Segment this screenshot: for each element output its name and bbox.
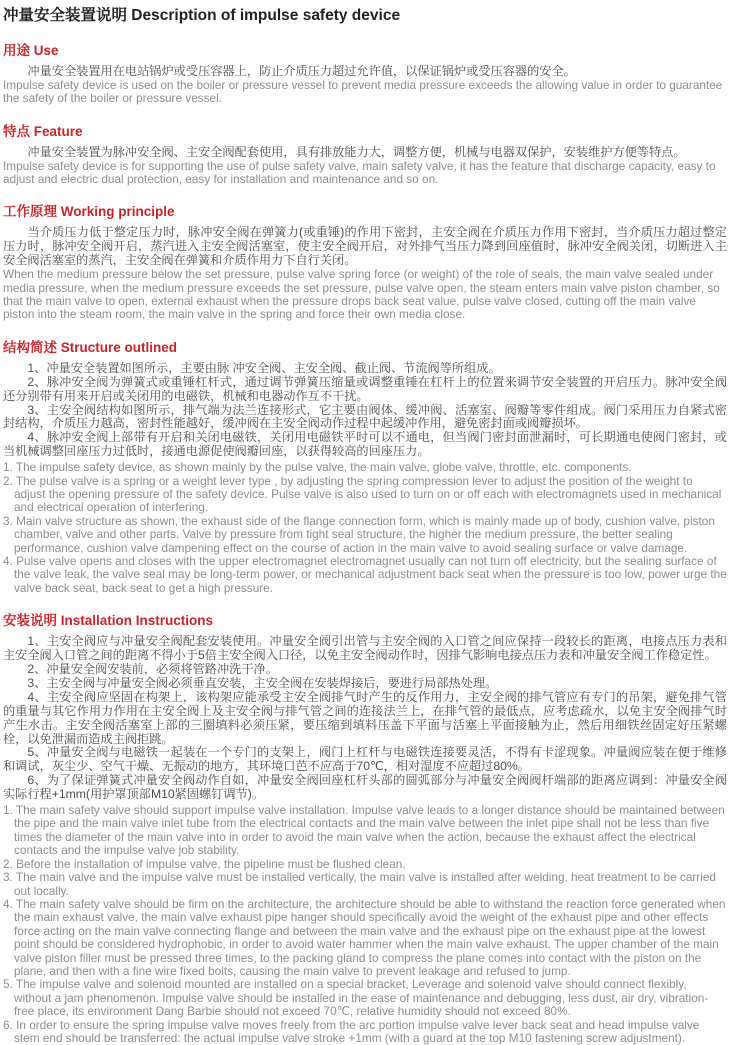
feature-zh-paragraph: 冲量安全装置为脉冲安全阀、主安全阀配套使用，具有排放能力大，调整方便，机械与电器双保护，安装维护方便等特点。 <box>27 144 686 159</box>
installation-zh-item-6: 6、为了保证弹簧式冲量安全阀动作自如，冲量安全阀回座杠杆头部的圆弧部分与冲量安全阀阀杆端部的距离应调到：冲量安全阀实际行程+1mm(用护罩顶部M10紧固螺钉调节)。 <box>3 773 727 802</box>
section-use <box>3 39 727 106</box>
structure-en-item-3: 3. Main valve structure as shown, the exhaust side of the flange connection form, which is mainly made up of body, cushion valve, piston chamber, valve and other parts. Valve by pressure from tight seal structure, the higher the medium pressure, the better sealing performance, cushion valve dampening effect on the course of action in the main valve to avoid sealing surface or valve damage. <box>3 513 715 555</box>
section-structure-heading: 结构简述 Structure outlined <box>3 339 178 355</box>
installation-zh-item-4: 4、主安全阀应坚固在构架上，该构架应能承受主安全阀排气时产生的反作用力，主安全阀的排气管应有专门的吊架，避免排气管的重量与其它作用力作用在主安全阀上及主安全阀与排气管之间的连接法兰上，在排气管的最低点，应考虑疏水，以免主安全阀排气时产生水击。主安全阀活塞室上部的三圈填料必须压紧，要压缩到填料压盖下平面与活塞上平面接触为止，然后用细铁丝固定好压紧螺栓，以免泄漏而造成主阀拒跳。 <box>3 689 727 746</box>
feature-en-paragraph: Impulse safety device is for supporting the use of pulse safety valve, main safety valve, it has the feature that discharge capacity, easy to adjust and electric dual protection, easy for installation and maintenance and so on. <box>3 158 716 187</box>
working-principle-zh-paragraph: 当介质压力低于整定压力时，脉冲安全阀在弹簧力(或重锤)的作用下密封，主安全阀在介质压力作用下密封，当介质压力超过整定压力时，脉冲安全阀开启，蒸汽进入主安全阀活塞室，使主安全阀开启，对外排气当压力降到回座值时，脉冲安全阀关闭，切断进入主安全阀活塞室的蒸汽，主安全阀在弹簧和介质作用力下自行关闭。 <box>3 225 727 268</box>
installation-en-item-5: 5. The impulse valve and solenoid mounted are installed on a special bracket, Leverage and solenoid valve should connect flexibly, without a jam phenomenon. Impulse valve should be installed in the ease of maintenance and debugging, less dust, air dry, vibration-free place, its environment Dang Barbie should not exceed 70℃, relative humidity should not exceed 80%. <box>3 977 709 1019</box>
structure-zh-item-3: 3、主安全阀结构如图所示，排气端为法兰连接形式，它主要由阀体、缓冲阀、活塞室、阀瓣等零件组成。阀门采用压力自紧式密封结构，介质压力越高，密封性能越好，缓冲阀在主安全阀动作过程中起缓冲作用，避免密封面或阀瓣损坏。 <box>3 402 727 431</box>
structure-zh-item-1: 1、冲量安全装置如图所示，主要由脉 冲安全阀、主安全阀、截止阀、节流阀等所组成。 <box>27 360 501 375</box>
structure-zh-item-4: 4、脉冲安全阀上部带有开启和关闭电磁铁，关闭用电磁铁平时可以不通电，但当阀门密封面泄漏时，可长期通电使阀门密封，或当机械调整回座压力过低时，接通电源促使阀瓣回座，以获得较高的回座压力。 <box>3 430 727 459</box>
installation-zh-item-2: 2、冲量安全阀安装前，必须将管路冲洗干净。 <box>27 662 278 676</box>
section-installation-heading: 安装说明 Installation Instructions <box>3 613 214 629</box>
installation-zh-item-1: 1、主安全阀应与冲量安全阀配套安装使用。冲量安全阀引出管与主安全阀的入口管之间应保持一段较长的距离，电接点压力表和主安全阀入口管之间的距离不得小于5倍主安全阀入口径，以免主安全阀动作时，因排气影响电接点压力表和冲量安全阀工作稳定性。 <box>3 634 727 663</box>
structure-zh-item-2: 2、脉冲安全阀为弹簧式或重锤杠杆式，通过调节弹簧压缩量或调整重锤在杠杆上的位置来调节安全装置的开启压力。脉冲安全阀还分别带有用来开启或关闭用的电磁铁，机械和电器动作互不干扰。 <box>3 374 727 403</box>
section-use-heading: 用途 Use <box>3 43 59 58</box>
structure-en-item-4: 4. Pulse valve opens and closes with the upper electromagnet electromagnet usually can not turn off electricity, but the sealing surface of the valve leak, the valve seal may be long-term power, or mechanical adjustment back seat when the pressure is too low, power urge the valve back seat, back seat to get a high pressure. <box>3 553 727 595</box>
installation-en-item-4: 4. The main safety valve should be firm on the architecture, the architecture should be able to withstand the reaction force generated when the main exhaust valve, the main valve exhaust pipe hanger should specifically avoid the weight of the exhaust pipe and other effects force acting on the main valve connecting flange and between the main valve and the exhaust pipe on the exhaust pipe at the lowest point should be considered hydrophobic, in order to avoid water hammer when the main valve exhaust. The upper chamber of the main valve piston filler must be pressed three times, to the packing gland to compress the plane comes into contact with the piston on the plane, and then with a fine wire fixed bolts, causing the main valve to prevent leakage and refused to jump. <box>3 896 726 978</box>
section-structure <box>3 336 727 595</box>
installation-zh-item-5: 5、冲量安全阀与电磁铁一起装在一个专门的支架上，阀门上杠杆与电磁铁连接要灵活，不得有卡涩现象。冲量阀应装在便于维修和调试，灰尘少、空气干燥、无振动的地方，其环境口芭不应高于70℃，相对湿度不应超过80%。 <box>3 745 727 774</box>
section-working-principle <box>3 200 727 321</box>
use-en-paragraph: Impulse safety device is used on the boiler or pressure vessel to prevent media pressure exceeds the allowing value in order to guarantee the safety of the boiler or pressure vessel. <box>3 77 723 106</box>
installation-en-item-3: 3. The main valve and the impulse valve must be installed vertically, the main valve is installed after welding, heat treatment to be carried out locally. <box>3 870 716 898</box>
use-zh-paragraph: 冲量安全装置用在电站锅炉或受压容器上，防止介质压力超过允许值，以保证锅炉或受压容器的安全。 <box>27 64 576 78</box>
structure-en-item-2: 2. The pulse valve is a spring or a weight lever type , by adjusting the spring compression lever to adjust the position of the weight to adjust the opening pressure of the safety device. Pulse valve is also used to turn on or off each with electromagnets used in mechanical and electrical operation of interfering. <box>3 473 722 515</box>
installation-en-item-2: 2. Before the installation of impulse valve, the pipeline must be flushed clean. <box>3 856 406 871</box>
installation-zh-item-3: 3、主安全阀与冲量安全阀必须垂直安装，主安全阀在安装焊接后，要进行局部热处理。 <box>27 675 498 690</box>
working-principle-en-paragraph: When the medium pressure below the set pressure, pulse valve spring force (or weight) of the role of seals, the main valve sealed under media pressure, when the medium pressure exceeds the set pressure, pulse valve open, the steam enters main valve piston chamber, so that the main valve to open, external exhaust when the pressure drops back seat value, pulse valve closed, cutting off the main valve piston into the steam room, the main valve in the spring and force their own media close. <box>3 267 720 322</box>
installation-en-item-1: 1. The main safety valve should support impulse valve installation. Impulse valve leads to a longer distance should be maintained between the pipe and the main valve inlet tube from the electrical contacts and the main valve between the inlet pipe shall not be less than five times the diameter of the main valve into in order to avoid the main valve when the action, because the exhaust affect the electrical contacts and the impulse valve job stability. <box>3 803 725 858</box>
installation-en-item-6: 6. In order to ensure the spring impulse valve moves freely from the arc portion impulse valve lever back seat and head impulse valve stem end should be transferred: the actual impulse valve stroke +1mm (with a guard at the top M10 fastening screw adjustment). <box>3 1017 700 1045</box>
section-working-principle-heading: 工作原理 Working principle <box>3 204 175 220</box>
page-title: 冲量安全装置说明 Description of impulse safety device <box>3 7 401 24</box>
section-feature-heading: 特点 Feature <box>3 123 83 139</box>
structure-en-item-1: 1. The impulse safety device, as shown mainly by the pulse valve, the main valve, globe valve, throttle, etc. components. <box>3 460 632 475</box>
section-installation <box>3 609 727 1045</box>
structure-en-list <box>3 461 727 595</box>
installation-en-list <box>3 804 727 1045</box>
section-feature <box>3 120 727 187</box>
